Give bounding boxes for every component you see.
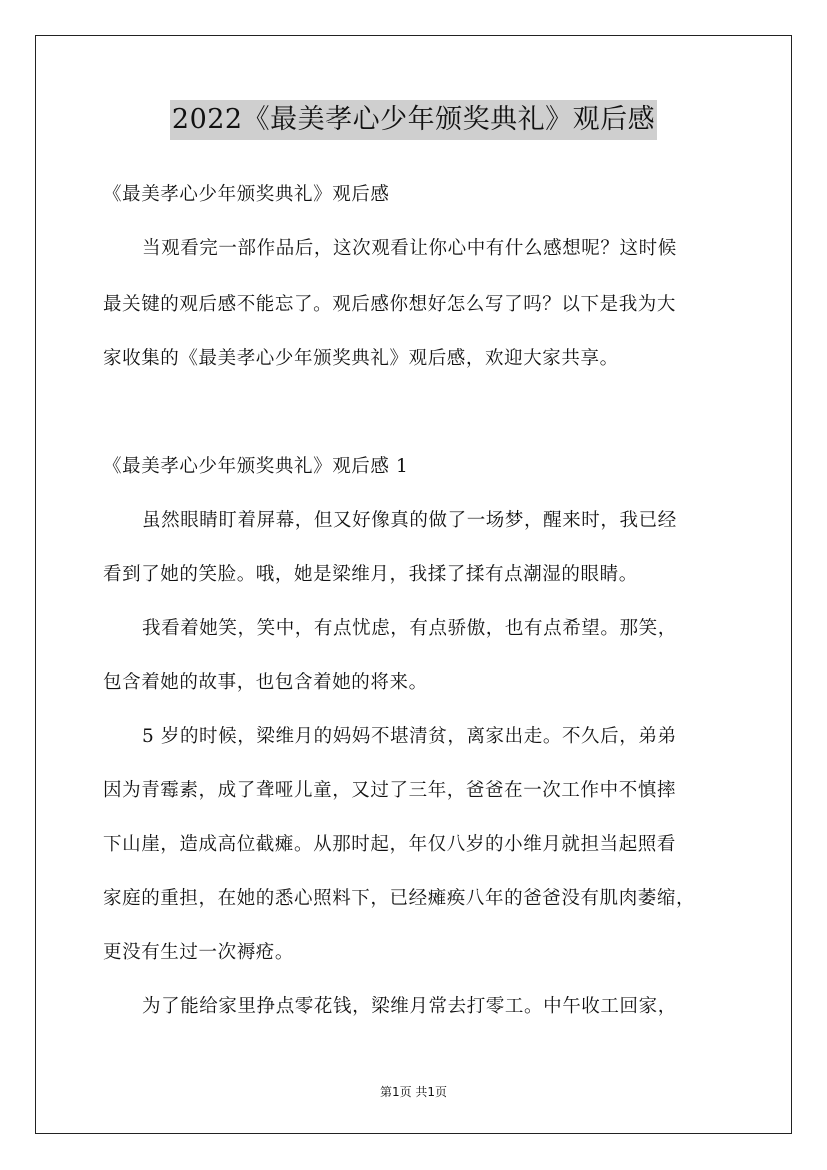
body-line-3: 我看着她笑，笑中，有点忧虑，有点骄傲，也有点希望。那笑，	[142, 618, 677, 639]
body-line-7: 下山崖，造成高位截瘫。从那时起，年仅八岁的小维月就担当起照看	[103, 834, 677, 855]
body-line-9: 更没有生过一次褥疮。	[103, 942, 295, 963]
document-title: 2022《最美孝心少年颁奖典礼》观后感	[170, 100, 657, 140]
page-footer: 第1页 共1页	[379, 1085, 448, 1099]
intro-line-2: 最关键的观后感不能忘了。观后感你想好怎么写了吗？以下是我为大	[103, 294, 677, 315]
section-heading: 《最美孝心少年颁奖典礼》观后感 1	[103, 456, 409, 477]
body-line-8: 家庭的重担，在她的悉心照料下，已经瘫痪八年的爸爸没有肌肉萎缩，	[103, 888, 696, 909]
subtitle: 《最美孝心少年颁奖典礼》观后感	[103, 184, 390, 205]
body-line-10: 为了能给家里挣点零花钱，梁维月常去打零工。中午收工回家，	[142, 996, 677, 1017]
body-line-4: 包含着她的故事，也包含着她的将来。	[103, 672, 428, 693]
body-line-2: 看到了她的笑脸。哦，她是梁维月，我揉了揉有点潮湿的眼睛。	[103, 564, 638, 585]
title-container	[0, 100, 827, 140]
body-line-1: 虽然眼睛盯着屏幕，但又好像真的做了一场梦，醒来时，我已经	[142, 510, 677, 531]
intro-line-1: 当观看完一部作品后，这次观看让你心中有什么感想呢？这时候	[142, 238, 677, 259]
body-line-5: 5 岁的时候，梁维月的妈妈不堪清贫，离家出走。不久后，弟弟	[142, 726, 677, 747]
body-line-6: 因为青霉素，成了聋哑儿童，又过了三年，爸爸在一次工作中不慎摔	[103, 780, 677, 801]
intro-line-3: 家收集的《最美孝心少年颁奖典礼》观后感，欢迎大家共享。	[103, 348, 619, 369]
